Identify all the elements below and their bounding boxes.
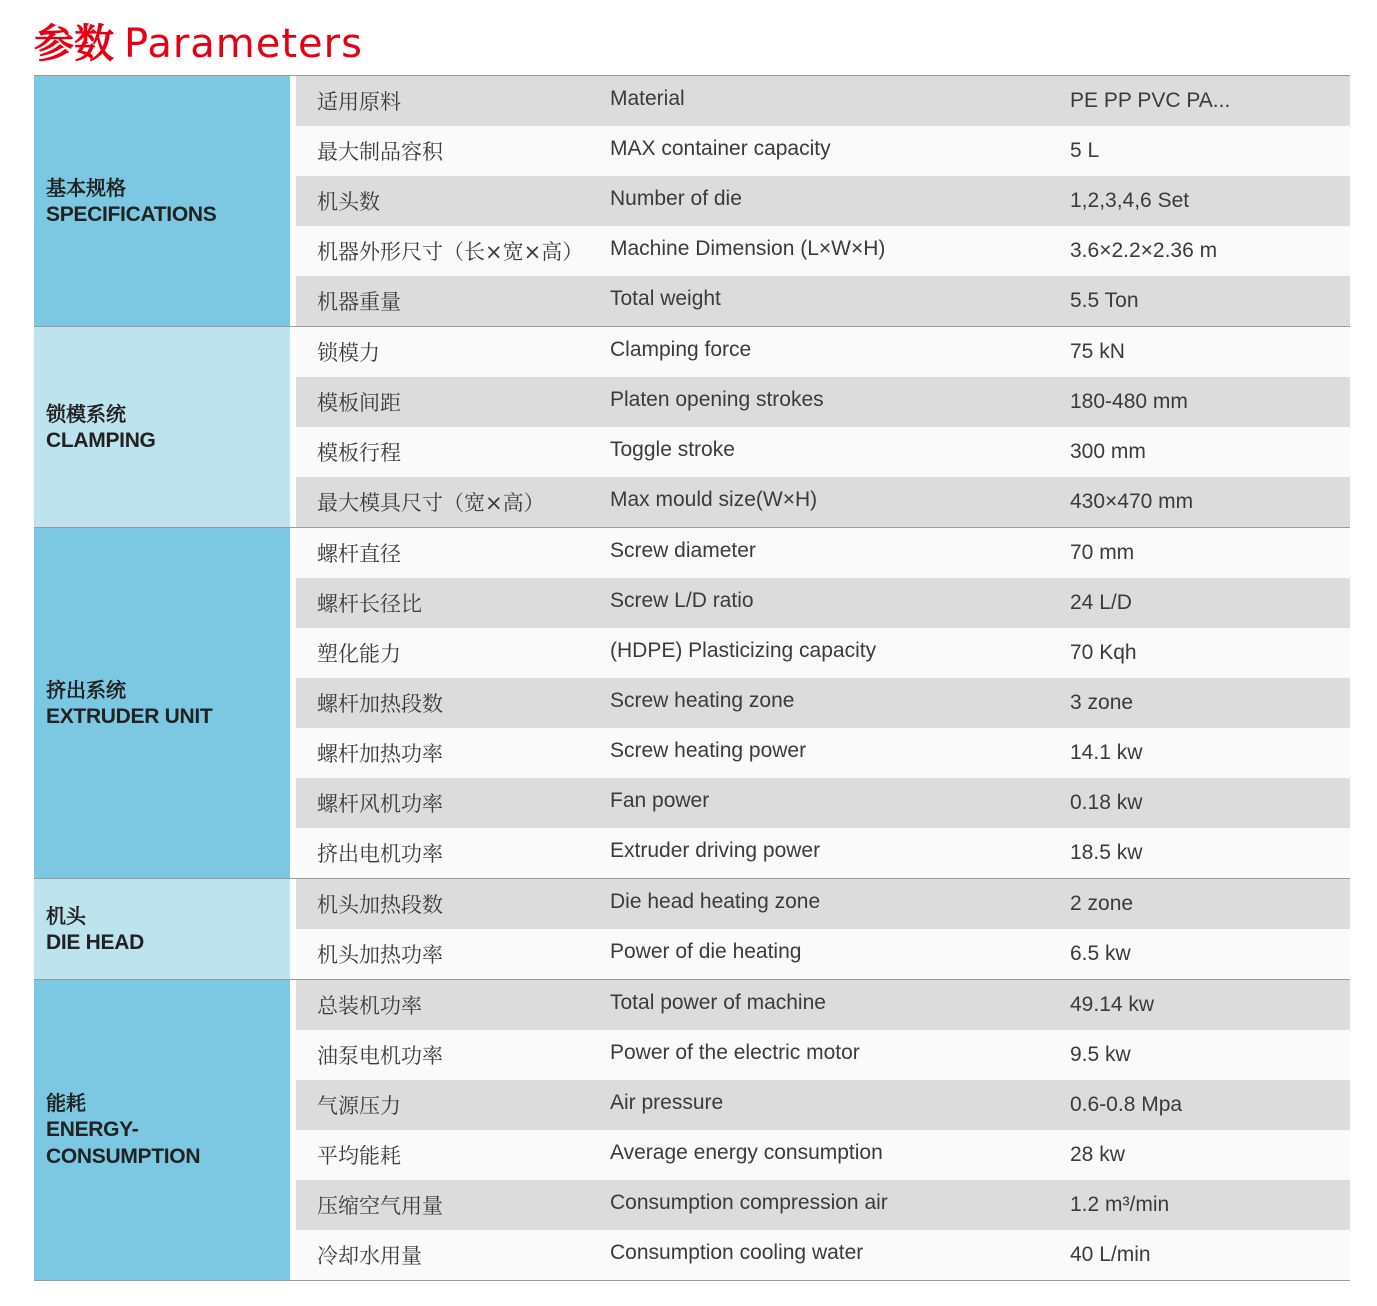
param-name-en: Consumption cooling water [610, 1241, 864, 1264]
param-name-zh: 适用原料 [317, 90, 401, 114]
param-value: 3 zone [1070, 691, 1134, 714]
group-rows [296, 879, 1350, 979]
param-value: 5.5 Ton [1070, 289, 1139, 312]
table-row [296, 1180, 1350, 1230]
param-name-en: MAX container capacity [610, 137, 831, 160]
param-value: 70 Kqh [1070, 641, 1137, 664]
table-row [296, 327, 1350, 377]
table-row [296, 176, 1350, 226]
param-value: 2 zone [1070, 892, 1134, 915]
param-name-zh: 挤出电机功率 [317, 842, 443, 866]
param-name-zh: 模板间距 [317, 391, 401, 415]
table-row [296, 76, 1350, 126]
table-row [296, 628, 1350, 678]
table-row [296, 377, 1350, 427]
param-name-zh: 机头加热段数 [317, 893, 443, 917]
param-name-en: Screw diameter [610, 539, 756, 562]
table-row [296, 226, 1350, 276]
param-value: 24 L/D [1070, 591, 1132, 614]
table-row [296, 1230, 1350, 1280]
param-name-zh: 模板行程 [317, 441, 401, 465]
param-value: 300 mm [1070, 440, 1146, 463]
group-label-zh: 锁模系统 [46, 401, 126, 426]
table-row [296, 528, 1350, 578]
param-name-zh: 螺杆加热功率 [317, 742, 443, 766]
param-name-en: Material [610, 87, 685, 110]
param-value: 5 L [1070, 139, 1100, 162]
group-rows [296, 327, 1350, 527]
group-rows [296, 528, 1350, 878]
param-name-en: Total weight [610, 287, 721, 310]
param-name-en: Consumption compression air [610, 1191, 888, 1214]
parameter-group [34, 879, 1350, 980]
parameter-group [34, 75, 1350, 327]
table-row [296, 578, 1350, 628]
param-name-zh: 冷却水用量 [317, 1244, 422, 1268]
param-name-zh: 螺杆直径 [317, 542, 401, 566]
param-name-en: Air pressure [610, 1091, 724, 1114]
table-row [296, 728, 1350, 778]
param-value: 18.5 kw [1070, 841, 1143, 864]
param-name-en: Screw heating zone [610, 689, 795, 712]
group-label [34, 980, 290, 1280]
param-name-zh: 机头加热功率 [317, 943, 443, 967]
param-name-en: Max mould size(W×H) [610, 488, 818, 511]
parameters-table [34, 75, 1350, 1281]
param-name-zh: 压缩空气用量 [317, 1194, 443, 1218]
group-label [34, 879, 290, 979]
group-label [34, 327, 290, 527]
param-value: 49.14 kw [1070, 993, 1155, 1016]
group-rows [296, 980, 1350, 1280]
param-name-en: Machine Dimension (L×W×H) [610, 237, 886, 260]
parameter-group [34, 528, 1350, 879]
param-name-en: Platen opening strokes [610, 388, 824, 411]
param-name-zh: 机头数 [317, 190, 380, 214]
group-label [34, 528, 290, 878]
param-name-en: Screw L/D ratio [610, 589, 754, 612]
param-value: 28 kw [1070, 1143, 1125, 1166]
param-value: 1.2 m³/min [1070, 1193, 1170, 1216]
table-row [296, 276, 1350, 326]
param-name-en: (HDPE) Plasticizing capacity [610, 639, 877, 662]
param-value: 6.5 kw [1070, 942, 1131, 965]
param-name-zh: 平均能耗 [317, 1144, 401, 1168]
param-name-zh: 螺杆风机功率 [317, 792, 443, 816]
table-row [296, 1030, 1350, 1080]
group-label-zh: 挤出系统 [46, 677, 126, 702]
param-name-en: Screw heating power [610, 739, 807, 762]
param-name-zh: 螺杆加热段数 [317, 692, 443, 716]
param-value: 430×470 mm [1070, 490, 1194, 513]
param-name-zh: 总装机功率 [317, 994, 422, 1018]
param-name-en: Power of the electric motor [610, 1041, 860, 1064]
table-row [296, 1080, 1350, 1130]
param-name-zh: 螺杆长径比 [317, 592, 422, 616]
table-row [296, 879, 1350, 929]
table-row [296, 828, 1350, 878]
param-value: PE PP PVC PA... [1070, 89, 1231, 112]
param-name-zh: 最大模具尺寸（宽×高） [317, 491, 545, 515]
table-row [296, 980, 1350, 1030]
title-zh: 参数 [34, 21, 114, 67]
param-value: 0.6-0.8 Mpa [1070, 1093, 1183, 1116]
param-value: 9.5 kw [1070, 1043, 1131, 1066]
param-value: 0.18 kw [1070, 791, 1143, 814]
group-label-en: SPECIFICATIONS [46, 202, 217, 226]
param-value: 1,2,3,4,6 Set [1070, 189, 1190, 212]
group-label-en: ENERGY-CONSUMPTION [46, 1118, 201, 1168]
table-row [296, 778, 1350, 828]
param-name-en: Clamping force [610, 338, 752, 361]
table-row [296, 427, 1350, 477]
title-en: Parameters [124, 21, 363, 67]
param-name-zh: 最大制品容积 [317, 140, 443, 164]
param-name-en: Power of die heating [610, 940, 802, 963]
parameter-group [34, 327, 1350, 528]
group-rows [296, 76, 1350, 326]
param-value: 180-480 mm [1070, 390, 1188, 413]
param-name-zh: 塑化能力 [317, 642, 401, 666]
param-name-en: Fan power [610, 789, 710, 812]
parameter-group [34, 980, 1350, 1281]
table-row [296, 126, 1350, 176]
group-label-en: EXTRUDER UNIT [46, 704, 213, 728]
group-label-zh: 机头 [46, 903, 86, 928]
param-name-zh: 锁模力 [317, 341, 380, 365]
param-name-en: Average energy consumption [610, 1141, 883, 1164]
param-value: 70 mm [1070, 541, 1135, 564]
group-label-en: DIE HEAD [46, 930, 144, 954]
group-label-en: CLAMPING [46, 428, 156, 452]
page-title [34, 20, 363, 68]
table-row [296, 1130, 1350, 1180]
group-label-zh: 基本规格 [46, 175, 126, 200]
table-row [296, 678, 1350, 728]
param-name-en: Number of die [610, 187, 742, 210]
param-name-en: Die head heating zone [610, 890, 821, 913]
param-name-zh: 机器重量 [317, 290, 401, 314]
param-value: 3.6×2.2×2.36 m [1070, 239, 1218, 262]
group-label [34, 76, 290, 326]
group-label-zh: 能耗 [46, 1091, 86, 1115]
param-name-zh: 气源压力 [317, 1094, 401, 1118]
param-name-en: Toggle stroke [610, 438, 735, 461]
param-name-en: Extruder driving power [610, 839, 821, 862]
param-name-en: Total power of machine [610, 991, 826, 1014]
param-name-zh: 油泵电机功率 [317, 1044, 443, 1068]
table-row [296, 929, 1350, 979]
param-name-zh: 机器外形尺寸（长×宽×高） [317, 240, 584, 264]
param-value: 40 L/min [1070, 1243, 1151, 1266]
param-value: 14.1 kw [1070, 741, 1143, 764]
param-value: 75 kN [1070, 340, 1125, 363]
table-row [296, 477, 1350, 527]
